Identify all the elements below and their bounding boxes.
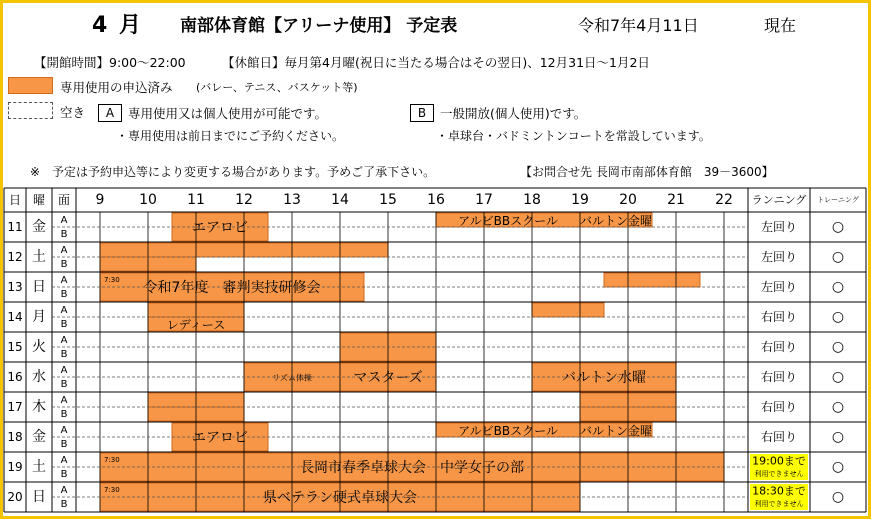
booking-label: 県ベテラン硬式卓球大会 bbox=[263, 490, 417, 506]
court-b-label: B bbox=[60, 349, 68, 360]
header-hour: 11 bbox=[187, 192, 205, 208]
row-running: 右回り bbox=[760, 400, 798, 414]
row-day: 18 bbox=[7, 430, 23, 444]
booking-label: エアロビ bbox=[192, 430, 248, 446]
row-training: ○ bbox=[831, 339, 845, 355]
header-face: 面 bbox=[57, 193, 71, 207]
court-a-label: A bbox=[60, 395, 68, 406]
row-running: 左回り bbox=[760, 280, 798, 294]
now-label: 現在 bbox=[764, 16, 797, 35]
header-hour: 14 bbox=[331, 192, 349, 208]
row-training: ○ bbox=[831, 489, 845, 505]
header-hour: 15 bbox=[379, 192, 397, 208]
row-running-note: 利用できません bbox=[754, 500, 804, 508]
court-a-label: A bbox=[60, 245, 68, 256]
contact: 【お問合せ先 長岡市南部体育館 39－3600】 bbox=[520, 165, 774, 179]
row-day: 17 bbox=[7, 400, 23, 414]
court-b-label: B bbox=[60, 499, 68, 510]
row-weekday: 火 bbox=[32, 339, 46, 355]
row-weekday: 木 bbox=[32, 399, 46, 415]
booking-block bbox=[532, 303, 604, 317]
row-weekday: 土 bbox=[32, 249, 46, 265]
row-running: 右回り bbox=[760, 430, 798, 444]
closed-days: 【休館日】毎月第4月曜(祝日に当たる場合はその翌日)、12月31日～1月2日 bbox=[222, 55, 650, 70]
header-running: ランニング bbox=[751, 193, 807, 207]
header-hour: 22 bbox=[715, 192, 733, 208]
header-weekday: 曜 bbox=[32, 193, 46, 207]
row-running: 18:30まで bbox=[752, 484, 806, 498]
court-b-label: B bbox=[60, 469, 68, 480]
header-hour: 13 bbox=[283, 192, 301, 208]
court-b-label: B bbox=[60, 439, 68, 450]
row-day: 15 bbox=[7, 340, 23, 354]
court-a-label: A bbox=[60, 215, 68, 226]
row-running: 左回り bbox=[760, 220, 798, 234]
row-training: ○ bbox=[831, 369, 845, 385]
court-b-label: B bbox=[60, 319, 68, 330]
notice: ※ 予定は予約申込等により変更する場合があります。予めご了承下さい。 bbox=[30, 165, 436, 179]
booking-label: アルビBBスクール bbox=[458, 214, 558, 228]
court-a-label: A bbox=[60, 275, 68, 286]
row-weekday: 金 bbox=[32, 219, 46, 235]
row-running: 右回り bbox=[760, 340, 798, 354]
opening-hours: 【開館時間】9:00～22:00 bbox=[34, 55, 186, 70]
court-a-label: A bbox=[60, 305, 68, 316]
row-day: 20 bbox=[7, 490, 23, 504]
row-day: 13 bbox=[7, 280, 23, 294]
legend-b-mark: B bbox=[410, 102, 434, 122]
court-b-label: B bbox=[60, 289, 68, 300]
row-weekday: 金 bbox=[32, 429, 46, 445]
row-training: ○ bbox=[831, 309, 845, 325]
row-running: 左回り bbox=[760, 250, 798, 264]
row-running: 右回り bbox=[760, 370, 798, 384]
legend-empty: 空き bbox=[60, 105, 86, 120]
row-running: 右回り bbox=[760, 310, 798, 324]
header-hour: 16 bbox=[427, 192, 445, 208]
row-day: 19 bbox=[7, 460, 23, 474]
legend-reserved: 専用使用の申込済み bbox=[60, 80, 173, 95]
header-hour: 19 bbox=[571, 192, 589, 208]
row-training: ○ bbox=[831, 279, 845, 295]
row-weekday: 水 bbox=[32, 369, 46, 385]
row-training: ○ bbox=[831, 399, 845, 415]
court-a-label: A bbox=[60, 455, 68, 466]
court-b-label: B bbox=[60, 409, 68, 420]
legend-a-mark: A bbox=[98, 102, 122, 122]
booking-label: レディース bbox=[166, 318, 226, 332]
row-day: 14 bbox=[7, 310, 23, 324]
row-weekday: 日 bbox=[32, 489, 46, 505]
legend-a-note: ・専用使用は前日までにご予約ください。 bbox=[116, 129, 345, 143]
row-training: ○ bbox=[831, 459, 845, 475]
header-hour: 12 bbox=[235, 192, 253, 208]
row-weekday: 日 bbox=[32, 279, 46, 295]
booking-start-time: 7:30 bbox=[104, 486, 120, 494]
report-date: 令和7年4月11日 bbox=[578, 16, 699, 35]
booking-label: バルトン金曜 bbox=[579, 214, 653, 228]
booking-label: エアロビ bbox=[192, 220, 248, 236]
header-hour: 21 bbox=[667, 192, 685, 208]
booking-start-time: 7:30 bbox=[104, 456, 120, 464]
header-training: トレーニング bbox=[817, 196, 859, 204]
row-day: 12 bbox=[7, 250, 23, 264]
header-hour: 9 bbox=[95, 192, 105, 208]
header-hour: 18 bbox=[523, 192, 541, 208]
booking-label: 令和7年度 審判実技研修会 bbox=[143, 280, 321, 296]
court-a-label: A bbox=[60, 335, 68, 346]
booking-label: リズム体操 bbox=[272, 373, 312, 383]
booking-start-time: 7:30 bbox=[104, 276, 120, 284]
row-training: ○ bbox=[831, 219, 845, 235]
booking-label: 長岡市春季卓球大会 中学女子の部 bbox=[300, 460, 524, 476]
legend-b-text: 一般開放(個人使用)です。 bbox=[440, 106, 587, 121]
page-title: 南部体育館【アリーナ使用】 予定表 bbox=[180, 16, 458, 36]
court-b-label: B bbox=[60, 379, 68, 390]
row-day: 11 bbox=[7, 220, 23, 234]
header-hour: 10 bbox=[139, 192, 157, 208]
booking-label: マスターズ bbox=[353, 370, 423, 386]
legend-reserved-note: (バレー、テニス、バスケット等) bbox=[196, 81, 358, 94]
row-running: 19:00まで bbox=[752, 454, 806, 468]
month-title: 4 月 bbox=[92, 13, 143, 38]
court-a-label: A bbox=[60, 365, 68, 376]
booking-label: アルビBBスクール bbox=[458, 424, 558, 438]
court-a-label: A bbox=[60, 425, 68, 436]
booking-label: バルトン水曜 bbox=[562, 370, 646, 386]
legend-a-text: 専用使用又は個人使用が可能です。 bbox=[128, 106, 328, 121]
header-day: 日 bbox=[8, 193, 22, 207]
court-a-label: A bbox=[60, 485, 68, 496]
legend-b-note: ・卓球台・バドミントンコートを常設しています。 bbox=[436, 129, 711, 143]
header-hour: 17 bbox=[475, 192, 493, 208]
header-hour: 20 bbox=[619, 192, 637, 208]
row-day: 16 bbox=[7, 370, 23, 384]
court-b-label: B bbox=[60, 229, 68, 240]
row-running-note: 利用できません bbox=[754, 470, 804, 478]
row-training: ○ bbox=[831, 249, 845, 265]
row-training: ○ bbox=[831, 429, 845, 445]
booking-block bbox=[604, 273, 700, 287]
booking-label: バルトン金曜 bbox=[579, 424, 653, 438]
row-weekday: 土 bbox=[32, 459, 46, 475]
court-b-label: B bbox=[60, 259, 68, 270]
row-weekday: 月 bbox=[32, 309, 46, 325]
